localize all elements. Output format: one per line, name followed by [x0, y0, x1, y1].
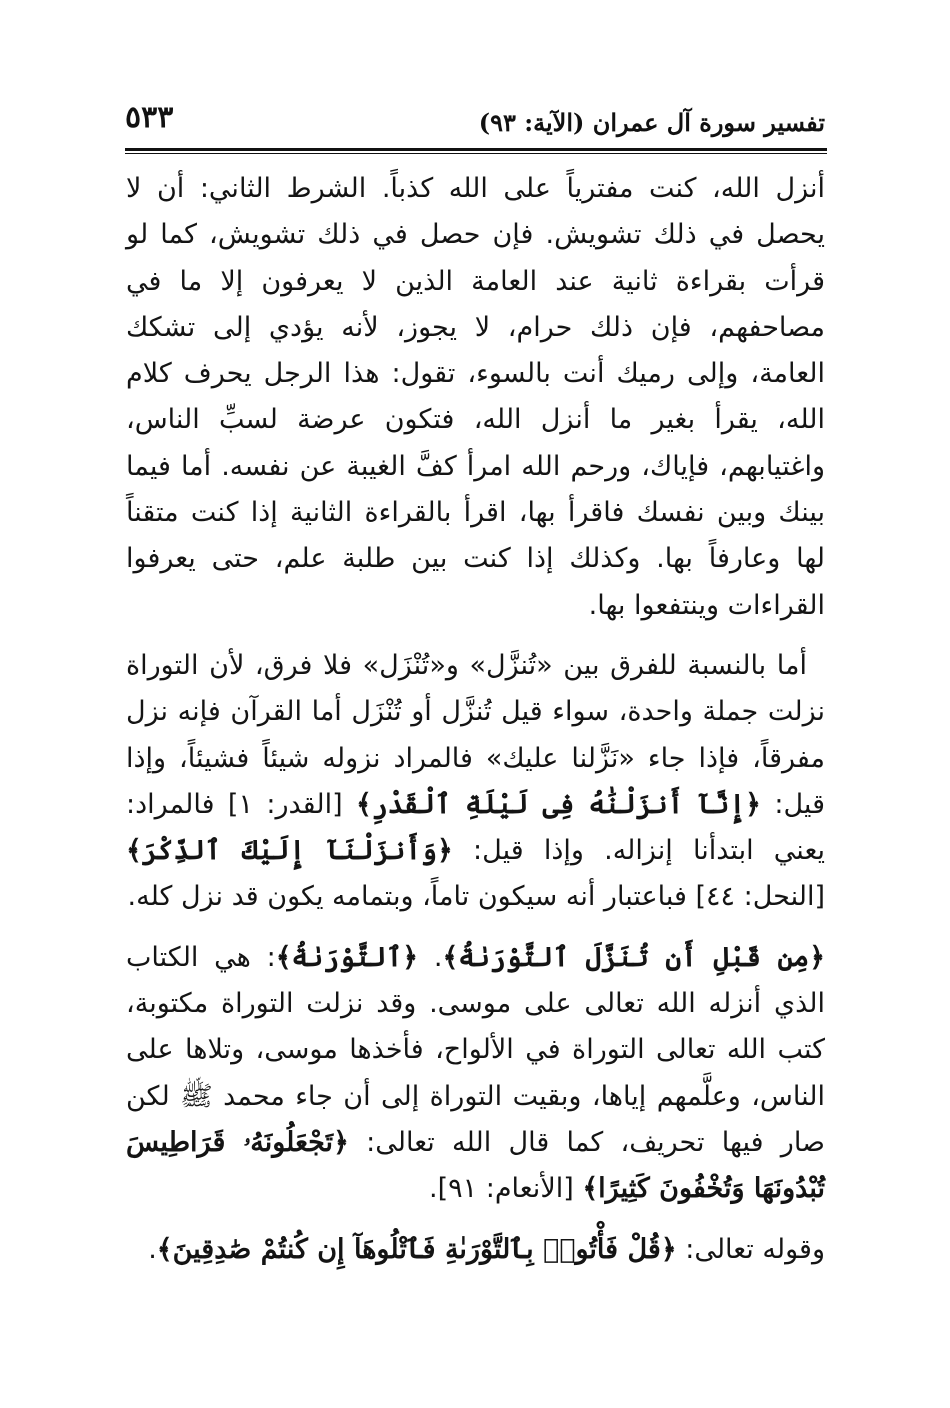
header-rule-thick [125, 148, 827, 151]
paragraph-text: : هي الكتاب الذي أنزله الله تعالى على موسى. وقد نزلت التوراة مكتوبة، كتب الله تعالى التوراة في الألواح، فأخذها موسى، وتلاها على الناس، وعلَّمهم إياها، وبقيت التوراة إلى أن جاء محمد ﷺ لكن صار فيها تحريف، كما قال الله تعالى: [126, 941, 825, 1158]
paragraph-text: . [429, 1173, 438, 1205]
paragraph-text: . [148, 1233, 157, 1265]
running-header [125, 96, 825, 146]
quran-verse: إِنَّآ أَنزَلْنَٰهُ فِى لَيْلَةِ ٱلْقَدْرِ [371, 788, 746, 820]
quran-verse: ٱلتَّوْرَىٰةُ [291, 941, 403, 973]
paragraph [126, 643, 825, 921]
quran-verse: مِن قَبْلِ أَن تُنَزَّلَ ٱلتَّوْرَىٰةُ [458, 941, 810, 973]
paragraph [126, 935, 825, 1213]
quran-verse: تَجْعَلُونَهُۥ قَرَاطِيسَ تُبْدُونَهَا وَتُخْفُونَ كَثِيرًا [126, 1126, 825, 1205]
verse-open-bracket: ﴿ [437, 835, 453, 867]
verse-open-bracket: ﴿ [660, 1233, 677, 1265]
verse-close-bracket: ﴾ [156, 1233, 173, 1265]
verse-reference: [النحل: ٤٤] [686, 881, 825, 913]
verse-close-bracket: ﴾ [442, 941, 459, 973]
body-text [126, 166, 825, 1273]
paragraph-text: فالمراد: يعني ابتدأنا إنزاله. وإذا قيل: [126, 788, 825, 867]
verse-open-bracket: ﴿ [745, 788, 761, 820]
paragraph-text: أنزل الله، كنت مفترياً على الله كذباً. الشرط الثاني: أن لا يحصل في ذلك تشويش. فإن حصل في ذلك تشويش، كما لو قرأت بقراءة ثانية عند العامة الذين لا يعرفون إلا ما في مصاحفهم، فإن ذلك حرام، لا يجوز، لأنه يؤدي إلى تشكك العامة، وإلى رميك أنت بالسوء، تقول: هذا الرجل يحرف كلام الله، يقرأ بغير ما أنزل الله، فتكون عرضة لسبِّ الناس، واغتيابهم، فإياك، ورحم الله امرأ كفَّ الغيبة عن نفسه. أما فيما بينك وبين نفسك فاقرأ بها، اقرأ بالقراءة الثانية إذا كنت متقناً لها وعارفاً بها. وكذلك إذا كنت بين طلبة علم، حتى يعرفوا القراءات وينتفعوا بها. [126, 173, 825, 621]
verse-open-bracket: ﴿ [402, 941, 419, 973]
verse-reference: [القدر: ١] [214, 788, 357, 820]
paragraph-text: . [418, 941, 443, 973]
verse-close-bracket: ﴾ [582, 1173, 599, 1205]
quran-verse: قُلْ فَأْتُوا۟ بِٱلتَّوْرَىٰةِ فَٱتْلُوهَآ إِن كُنتُمْ صَٰدِقِينَ [172, 1233, 661, 1265]
verse-close-bracket: ﴾ [126, 835, 142, 867]
page-number: ٥٣٣ [125, 100, 174, 135]
paragraph-text: فباعتبار أنه سيكون تاماً، وبتمامه يكون قد نزل كله. [127, 881, 687, 913]
running-title: تفسير سورة آل عمران (الآية: ٩٣) [478, 108, 825, 137]
quran-verse: وَأَنزَلْنَآ إِلَيْكَ ٱلذِّكْرَ [141, 835, 437, 867]
paragraph [126, 166, 825, 629]
paragraph-text: أما بالنسبة للفرق بين «تُنزَّل» و«تُنْزَل» فلا فرق، لأن التوراة نزلت جملة واحدة، سواء قيل تُنزَّل أو تُنْزَل أما القرآن فإنه نزل مفرقاً، فإذا جاء «نَزَّلنا عليك» فالمراد نزوله شيئاً فشيئاً، وإذا قيل: [126, 649, 825, 820]
paragraph-text: وقوله تعالى: [676, 1233, 825, 1265]
verse-reference: [الأنعام: ٩١] [437, 1173, 583, 1205]
verse-close-bracket: ﴾ [275, 941, 292, 973]
verse-open-bracket: ﴿ [809, 941, 826, 973]
verse-open-bracket: ﴿ [333, 1126, 349, 1158]
paragraph [126, 1227, 825, 1273]
verse-close-bracket: ﴾ [356, 788, 372, 820]
header-rule-thin [125, 153, 827, 154]
